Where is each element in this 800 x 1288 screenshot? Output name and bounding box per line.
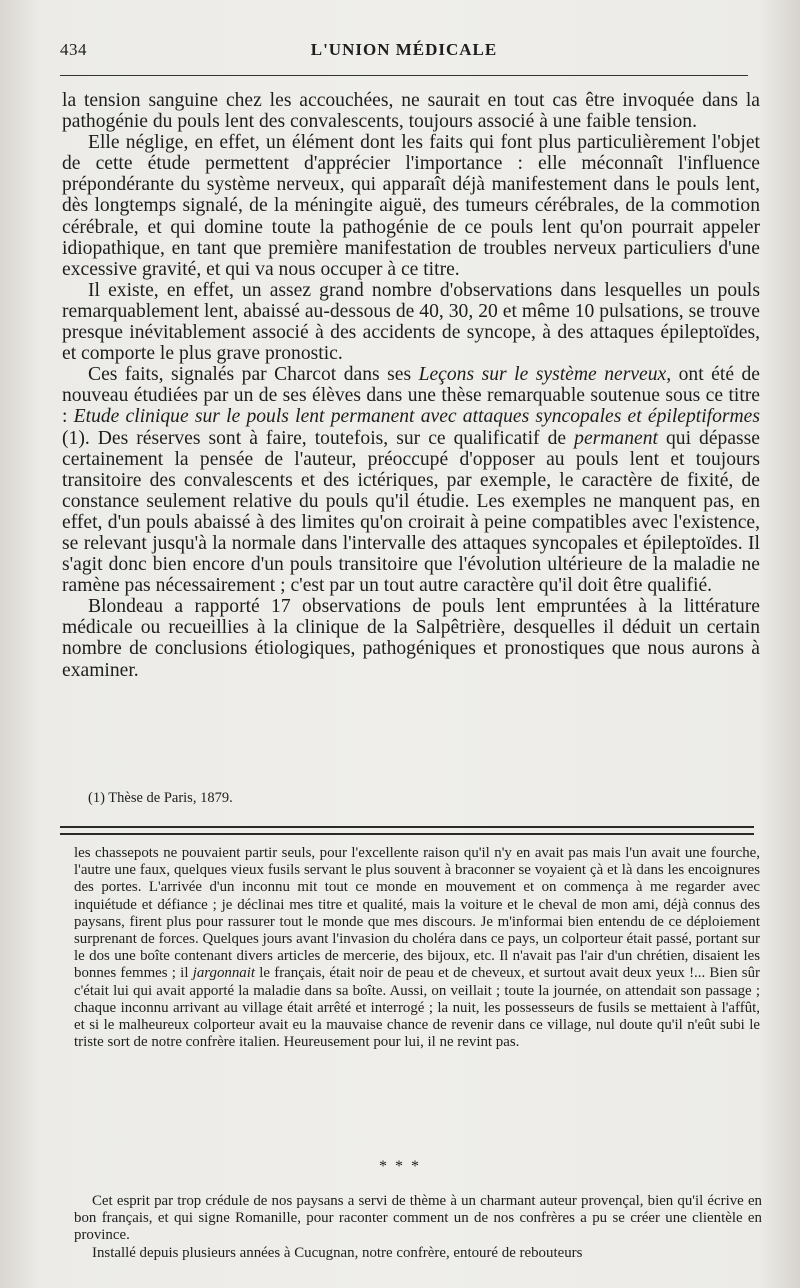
text-run: le français, était noir de peau et de cheveux, et surtout avait deux yeux !... Bien sûr c'était lui qui avait apporté la maladie dans sa boîte. Aussi, on veillait ; toute la journée, on attendait son passage ; chaque inconnu arrivant au village était arrêté et interrogé ; la nuit, les possesseurs de fusils se mettaient à l'affût, et si le malheureux colporteur avait eu la mauvaise chance de revenir dans ce village, nul doute qu'il n'eût subi le triste sort de notre confrère italien. Heureusement pour lui, il ne revint pas. [74, 965, 760, 1051]
page-number: 434 [60, 40, 87, 59]
paragraph: la tension sanguine chez les accouchées, ne saurait en tout cas être invoquée dans la pathogénie du pouls lent des convalescents, toujours associé à une faible tension. [62, 90, 760, 133]
italic-term: permanent [574, 427, 658, 449]
paragraph: Cet esprit par trop crédule de nos paysans a servi de thème à un charmant auteur provençal, bien qu'il écrive en bon français, et qui signe Romanille, pour raconter comment un de nos confrères a pu se créer une clientèle en province. [74, 1193, 762, 1244]
text-run: Ces faits, signalés par Charcot dans ses [88, 364, 419, 386]
paragraph [74, 845, 760, 1051]
paragraph: Il existe, en effet, un assez grand nombre d'observations dans lesquelles un pouls remarquablement lent, abaissé au-dessous de 40, 30, 20 et même 10 pulsations, se trouve presque inévitablement associé à des accidents de syncope, à des attaques épileptoïdes, et comporte le plus grave pronostic. [62, 279, 760, 365]
paragraph [62, 364, 760, 596]
paragraph: Elle néglige, en effet, un élément dont les faits qui font plus particulièrement l'objet de cette étude permettent d'apprécier l'importance : elle méconnaît l'influence prépondérante du système nerveux, qui apparaît déjà manifestement dans le pouls lent, dès longtemps signalé, de la méningite aiguë, des tumeurs cérébrales, de la commotion cérébrale, et qui domine toute la pathogénie de ce pouls lent qu'on pourrait appeler idiopathique, en tant que première manifestation de troubles nerveux particuliers d'une excessive gravité, et qui va nous occuper à ce titre. [62, 132, 760, 280]
paragraph: Installé depuis plusieurs années à Cucugnan, notre confrère, entouré de rebouteurs [92, 1244, 583, 1261]
feuilleton-text [74, 845, 760, 1051]
text-run: , ont été de nouveau étudiées par un de ses élèves dans une thèse remarquable soutenue sous ce titre : [62, 364, 761, 428]
article-body [62, 90, 760, 681]
header-rule [60, 75, 748, 76]
text-run: (1). Des réserves sont à faire, toutefois, sur ce qualificatif de [62, 427, 575, 449]
feuilleton-text-continued [74, 1193, 762, 1262]
footnote: (1) Thèse de Paris, 1879. [88, 790, 233, 806]
feuilleton-separator-rule [60, 826, 754, 835]
running-title: L'UNION MÉDICALE [310, 40, 498, 59]
page-header [60, 40, 748, 70]
asterism-separator: * * * [379, 1158, 421, 1175]
paragraph: Blondeau a rapporté 17 observations de pouls lent empruntées à la littérature médicale ou recueillies à la clinique de la Salpêtrière, desquelles il déduit un certain nombre de conclusions étiologiques, pathogéniques et pronostiques que nous aurons à examiner. [62, 596, 760, 681]
text-run: les chassepots ne pouvaient partir seuls, pour l'excellente raison qu'il n'y en avait pas mais l'un avait une fourche, l'autre une faux, quelques vieux fusils servant le plus souvent à braconner se voyaient çà et là dans les encoignures des portes. L'arrivée d'un inconnu mit tout ce monde en mouvement et on commença à me regarder avec inquiétude et défiance ; je déclinai mes titre et qualité, mais la voiture et le cheval de mon ami, déjà connus des paysans, firent plus pour rassurer tout le monde que mes discours. Je m'informai bien entendu de ce déploiement surprenant de forces. Quelques jours avant l'invasion du choléra dans ce pays, un colporteur était passé, portant sur le dos une boîte contenant divers articles de mercerie, des bijoux, etc. Il n'avait pas l'air d'un chrétien, disaient les bonnes femmes ; il [74, 845, 760, 982]
italic-title: Etude clinique sur le pouls lent permanent avec attaques syncopales et épileptiformes [73, 406, 761, 428]
italic-term: jargonnait [192, 965, 256, 982]
italic-title: Leçons sur le système nerveux [418, 364, 667, 386]
text-run: qui dépasse certainement la pensée de l'auteur, préoccupé d'opposer au pouls lent et toujours transitoire des convalescents et des ictériques, par exemple, le caractère de fixité, de constance seulement relative du pouls qu'il étudie. Les exemples ne manquent pas, en effet, d'un pouls abaissé à des limites qu'on croirait à peine compatibles avec l'existence, se relevant jusqu'à la normale dans l'intervalle des attaques syncopales et épileptoïdes. Il s'agit donc bien encore d'un pouls transitoire que l'évolution ultérieure de la maladie ne ramène pas nécessairement ; c'est par un tout autre caractère qu'il doit être qualifié. [62, 427, 760, 597]
